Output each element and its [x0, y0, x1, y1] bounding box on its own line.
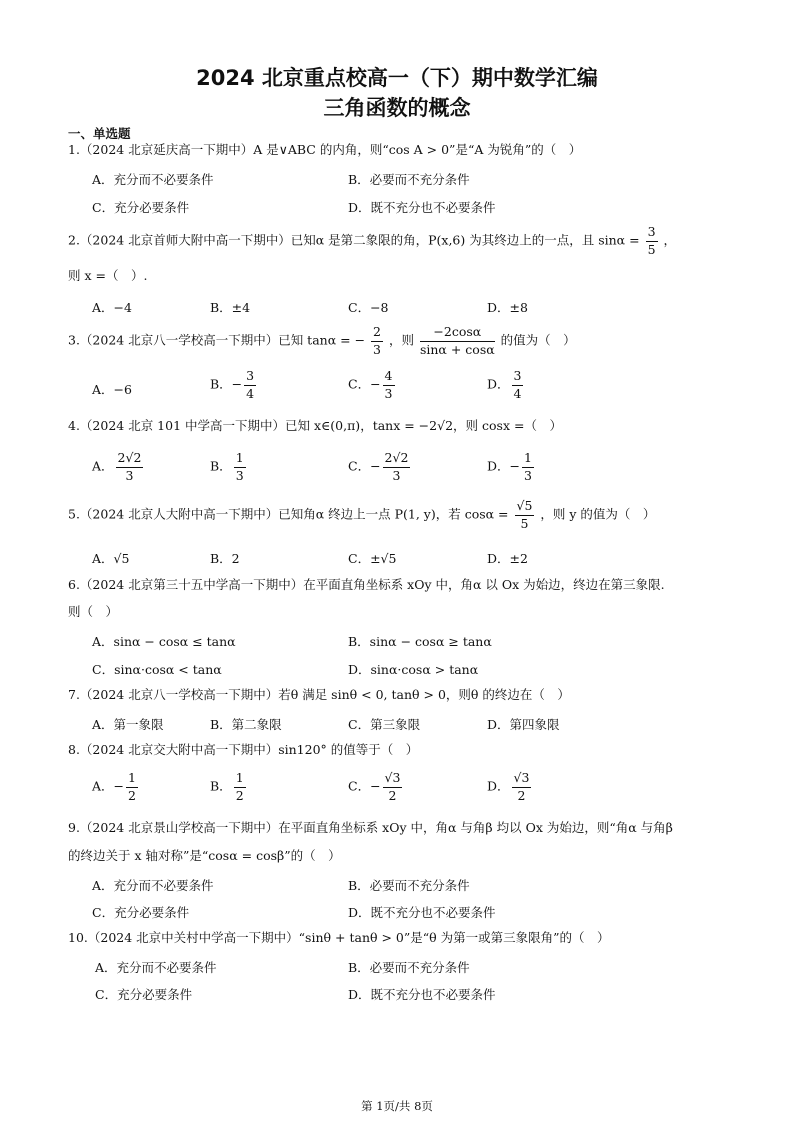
q6-option-a: A．sinα − cosα ≤ tanα	[92, 634, 236, 649]
q3-fraction-1: $\frac{2}{3}$	[373, 324, 381, 357]
q4-option-d: D．− $\frac{1}{3}$	[487, 450, 532, 483]
q2-stem-text: 2.（2024 北京首师大附中高一下期中）已知α 是第二象限的角，P(x,6) 为其终边上的一点，且 sinα =	[68, 232, 640, 248]
q2-fraction: $\frac{3}{5}$	[647, 224, 656, 257]
q3-stem-mid: ，则	[388, 332, 414, 348]
q7-option-c: C．第三象限	[348, 717, 421, 732]
q7-option-b: B．第二象限	[210, 717, 282, 732]
q3-option-c: C．− $\frac{4}{3}$	[348, 368, 393, 401]
q6-option-c: C．sinα·cosα < tanα	[92, 662, 222, 677]
q5-stem-text: 5.（2024 北京人大附中高一下期中）已知角α 终边上一点 P(1, y)，若 cosα =	[68, 506, 509, 522]
q2-stem-end: ，	[663, 232, 677, 248]
question-4-stem: 4.（2024 北京 101 中学高一下期中）已知 x∈(0,π)，tanx = −2√2，则 cosx =（ ）	[68, 418, 562, 433]
q4-option-b: B． $\frac{1}{3}$	[210, 450, 244, 483]
question-3-stem	[68, 326, 576, 356]
q3-stem-text: 3.（2024 北京八一学校高一下期中）已知 tanα = −	[68, 332, 366, 348]
q8-option-b: B． $\frac{1}{2}$	[210, 770, 244, 803]
q2-option-c: C．−8	[348, 300, 389, 315]
q8-option-c: C．− $\frac{√3}{2}$	[348, 770, 401, 803]
question-7-stem: 7.（2024 北京八一学校高一下期中）若θ 满足 sinθ < 0, tanθ > 0，则θ 的终边在（ ）	[68, 687, 570, 702]
q3-stem-end: 的值为（ ）	[500, 332, 576, 348]
q6-option-b: B．sinα − cosα ≥ tanα	[348, 634, 492, 649]
q7-option-a: A．第一象限	[92, 717, 164, 732]
q1-option-b: B．必要而不充分条件	[348, 172, 470, 187]
q7-option-d: D．第四象限	[487, 717, 560, 732]
question-2-stem	[68, 226, 676, 256]
q4-option-a: A． $\frac{2√2}{3}$	[92, 450, 142, 483]
q1-option-a: A．充分而不必要条件	[92, 172, 214, 187]
question-5-stem	[68, 500, 655, 530]
q6-option-d: D．sinα·cosα > tanα	[348, 662, 479, 677]
q8-option-d: D． $\frac{√3}{2}$	[487, 770, 530, 803]
q2-option-a: A．−4	[92, 300, 132, 315]
q5-option-b: B．2	[210, 551, 240, 566]
q5-stem-end: ，则 y 的值为（ ）	[540, 506, 656, 522]
q5-option-c: C．±√5	[348, 551, 397, 566]
q4-option-c: C．− $\frac{2√2}{3}$	[348, 450, 409, 483]
q9-option-a: A．充分而不必要条件	[92, 878, 214, 893]
q8-option-a: A．− $\frac{1}{2}$	[92, 770, 136, 803]
q2-option-d: D．±8	[487, 300, 528, 315]
question-9-stem-line2: 的终边关于 x 轴对称”是“cosα = cosβ”的（ ）	[68, 848, 341, 863]
q10-option-b: B．必要而不充分条件	[348, 960, 470, 975]
question-6-stem: 6.（2024 北京第三十五中学高一下期中）在平面直角坐标系 xOy 中，角α 以 Ox 为始边，终边在第三象限.	[68, 577, 665, 592]
q5-option-d: D．±2	[487, 551, 528, 566]
question-6-stem-line2: 则（ ）	[68, 604, 119, 619]
q3-option-d: D． $\frac{3}{4}$	[487, 368, 522, 401]
question-8-stem: 8.（2024 北京交大附中高一下期中）sin120° 的值等于（ ）	[68, 742, 419, 757]
q9-option-b: B．必要而不充分条件	[348, 878, 470, 893]
section-heading: 一、单选题	[68, 126, 131, 141]
question-9-stem: 9.（2024 北京景山学校高一下期中）在平面直角坐标系 xOy 中，角α 与角β 均以 Ox 为始边，则“角α 与角β	[68, 820, 673, 835]
q5-option-a: A．√5	[92, 551, 130, 566]
q10-option-c: C．充分必要条件	[95, 987, 193, 1002]
question-1-stem: 1.（2024 北京延庆高一下期中）A 是∨ABC 的内角，则“cos A > 0”是“A 为锐角”的（ ）	[68, 142, 582, 157]
q3-option-b: B．− $\frac{3}{4}$	[210, 368, 255, 401]
page-footer: 第 1页/共 8页	[361, 1099, 433, 1113]
q9-option-d: D．既不充分也不必要条件	[348, 905, 496, 920]
q5-fraction: $\frac{√5}{5}$	[516, 498, 533, 531]
question-2-stem-line2: 则 x =（ ）.	[68, 268, 148, 283]
q9-option-c: C．充分必要条件	[92, 905, 190, 920]
document-title: 2024 北京重点校高一（下）期中数学汇编	[196, 66, 598, 90]
document-subtitle: 三角函数的概念	[323, 96, 471, 120]
q3-option-a: A．−6	[92, 382, 132, 397]
q1-option-d: D．既不充分也不必要条件	[348, 200, 496, 215]
q3-fraction-2: $\frac{-2\cos\alpha}{\sin\alpha + \cos\alpha}$	[419, 324, 495, 357]
q2-option-b: B．±4	[210, 300, 251, 315]
q10-option-a: A．充分而不必要条件	[95, 960, 217, 975]
q10-option-d: D．既不充分也不必要条件	[348, 987, 496, 1002]
q1-option-c: C．充分必要条件	[92, 200, 190, 215]
question-10-stem: 10.（2024 北京中关村中学高一下期中）“sinθ + tanθ > 0”是“θ 为第一或第三象限角”的（ ）	[68, 930, 610, 945]
